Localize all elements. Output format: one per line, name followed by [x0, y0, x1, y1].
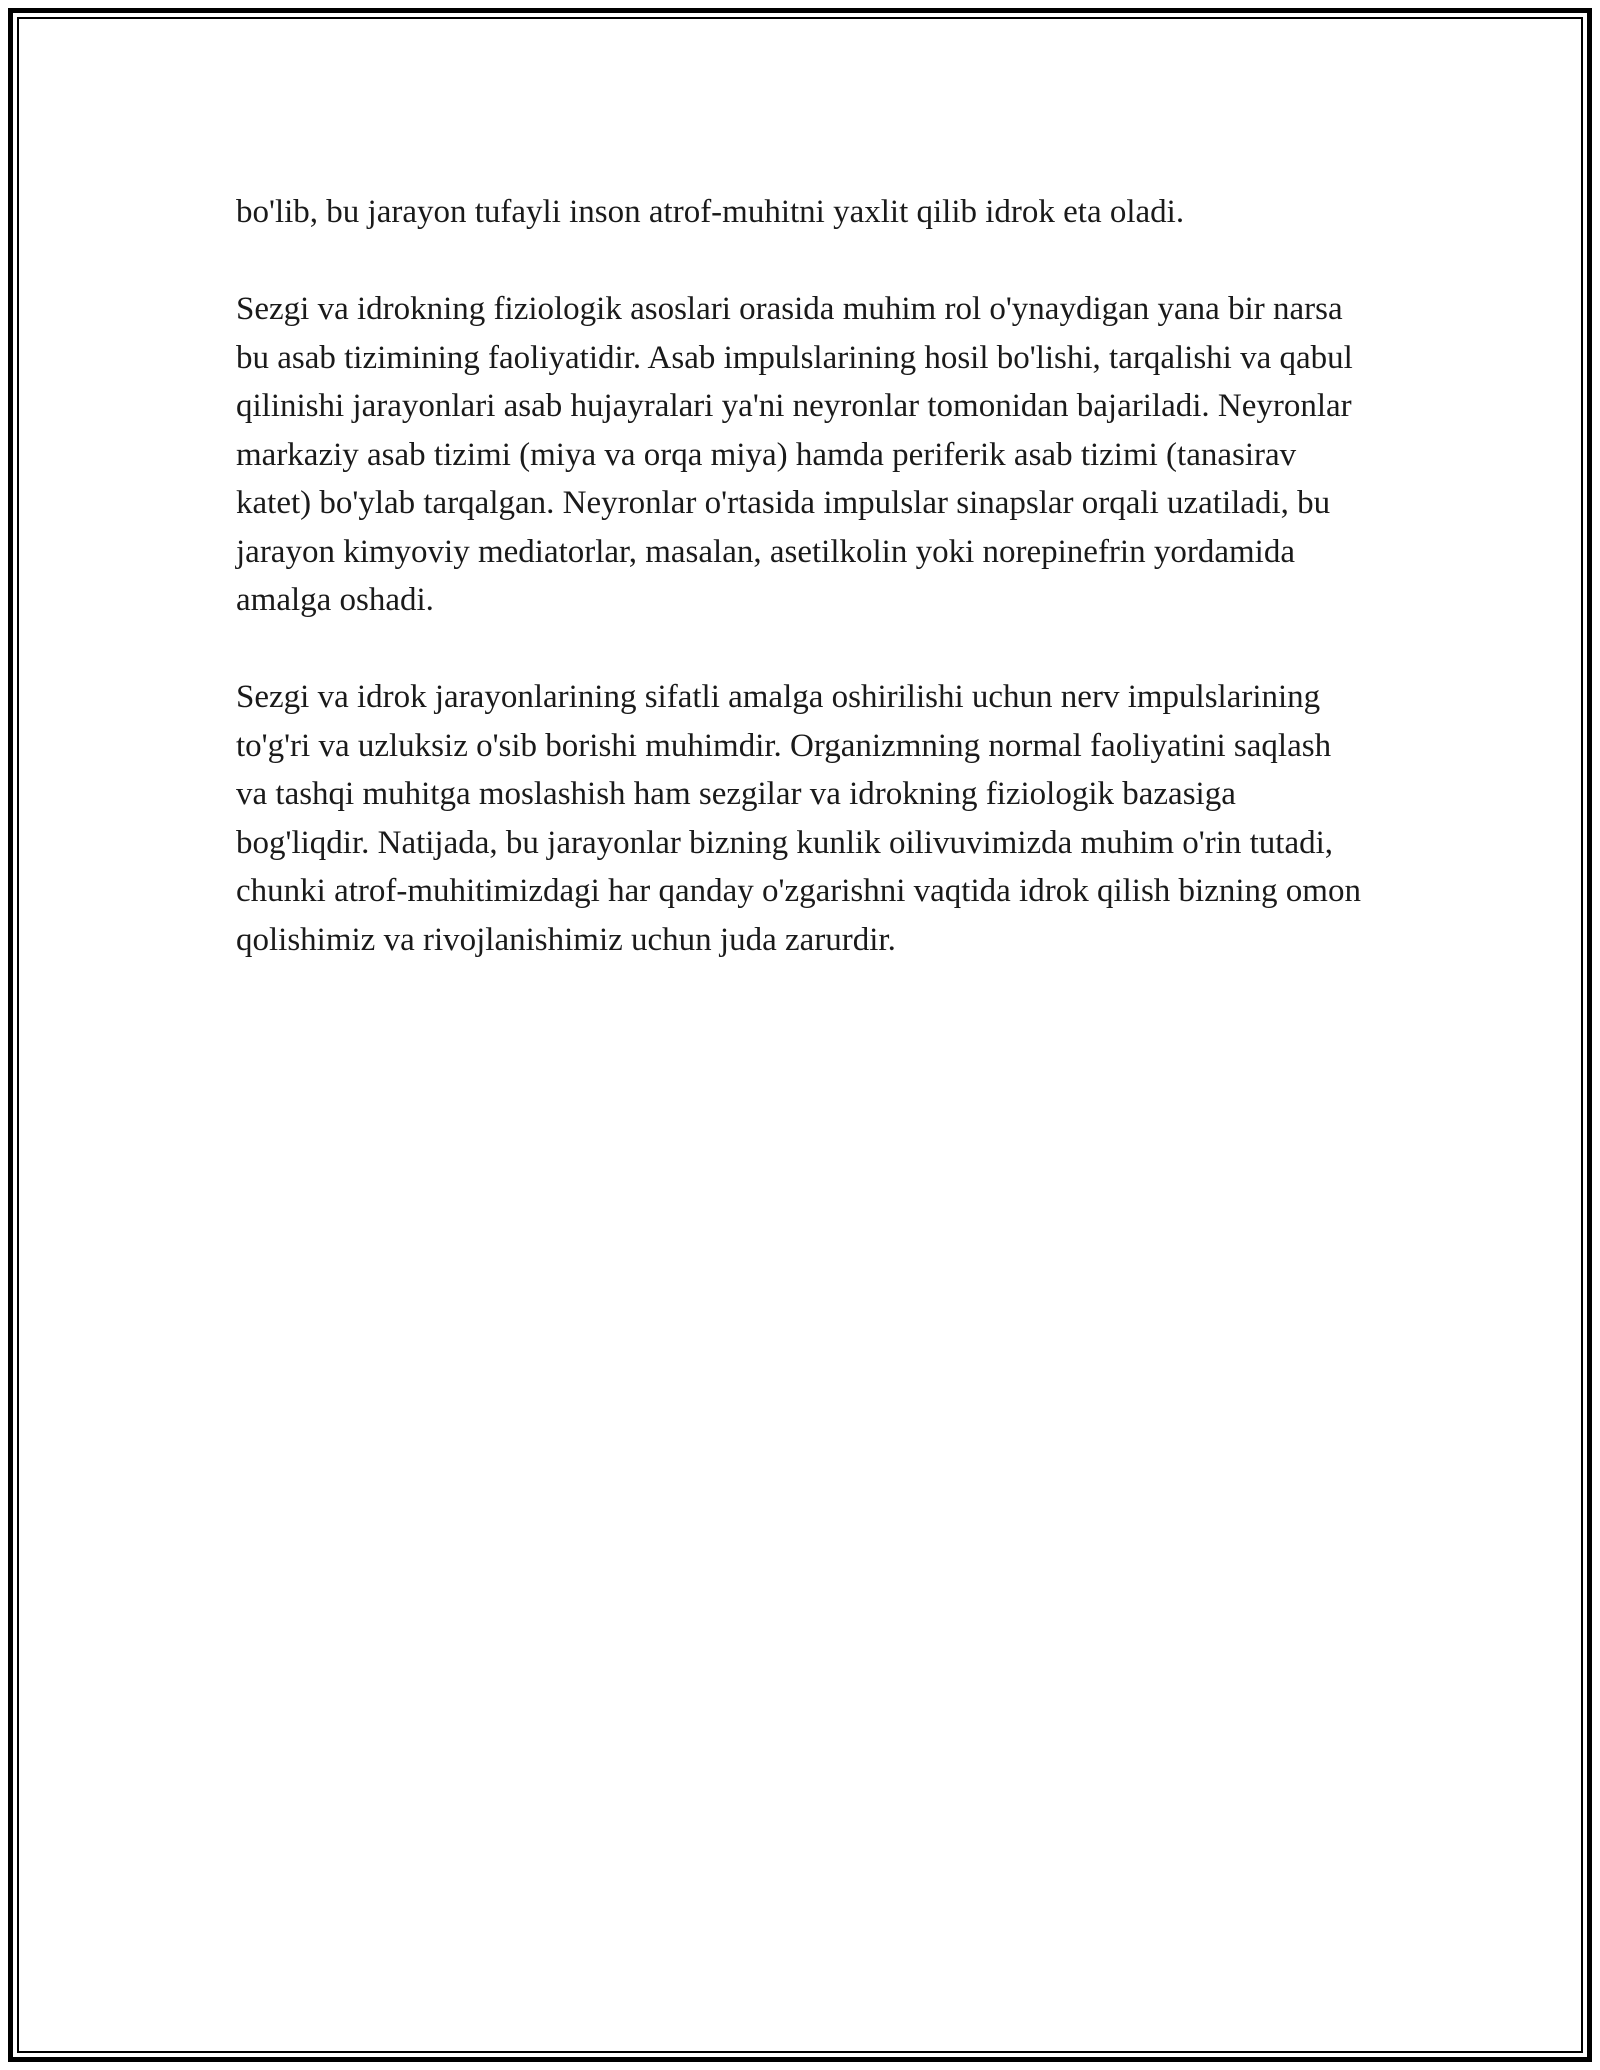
paragraph-1: bo'lib, bu jarayon tufayli inson atrof-muhitni yaxlit qilib idrok eta oladi. [236, 194, 1185, 230]
paragraph-2: Sezgi va idrokning fiziologik asoslari orasida muhim rol o'ynaydigan yana bir narsa bu asab tizimining faoliyatidir. Asab impulslarining hosil bo'lishi, tarqalishi va qabul qilinishi jarayonlari asab hujayralari ya'ni neyronlar tomonidan bajariladi. Neyronlar markaziy asab tizimi (miya va orqa miya) hamda periferik asab tizimi (tanasirav katet) bo'ylab tarqalgan. Neyronlar o'rtasida impulslar sinapslar orqali uzatiladi, bu jarayon kimyoviy mediatorlar, masalan, asetilkolin yoki norepinefrin yordamida amalga oshadi. [236, 291, 1353, 618]
paragraph-3: Sezgi va idrok jarayonlarining sifatli amalga oshirilishi uchun nerv impulslarining to'g'ri va uzluksiz o'sib borishi muhimdir. Organizmning normal faoliyatini saqlash va tashqi muhitga moslashish ham sezgilar va idrokning fiziologik bazasiga bog'liqdir. Natijada, bu jarayonlar bizning kunlik oilivuvimizda muhim o'rin tutadi, chunki atrof-muhitimizdagi har qanday o'zgarishni vaqtida idrok qilish bizning omon qolishimiz va rivojlanishimiz uchun juda zarurdir. [236, 679, 1361, 958]
document-body [236, 188, 1366, 1013]
